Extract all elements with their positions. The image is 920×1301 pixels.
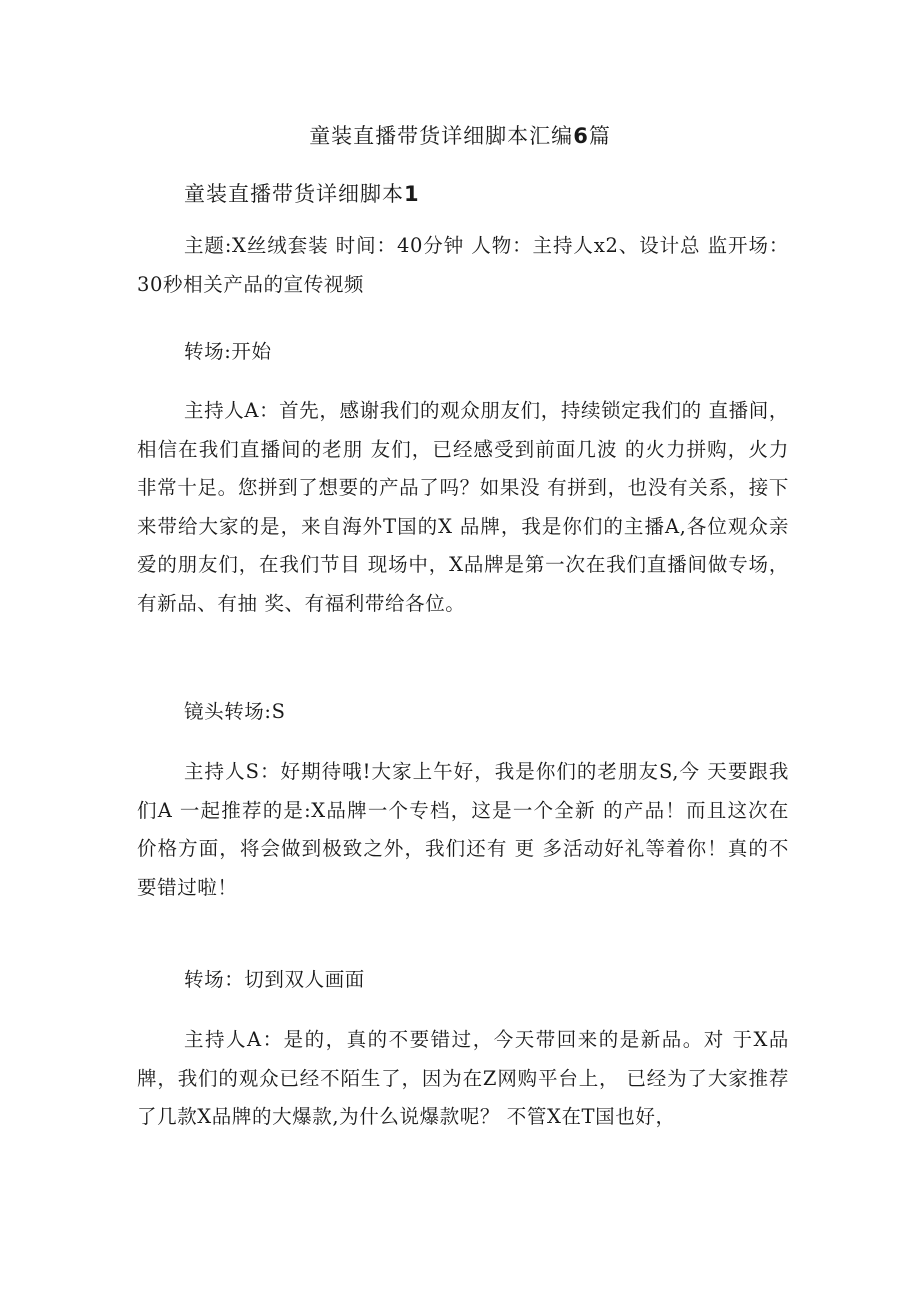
section-heading-number: 1	[404, 182, 420, 206]
paragraph-transition-start: 转场:开始	[184, 340, 272, 363]
title-number: 6	[573, 124, 589, 148]
paragraph-host-a-opening: 主持人A：首先，感谢我们的观众朋友们，持续锁定我们的 直播间，相信在我们直播间的老朋 友们，已经感受到前面几波 的火力拼购，火力非常十足。您拼到了想要的产品了吗？如果没 有拼到，也没有关系，接下来带给大家的是，来自海外T国的X 品牌，我是你们的主播A,各位观众亲爱的朋友们，在我们节目 现场中，X品牌是第一次在我们直播间做专场，有新品、有抽 奖、有福利带给各位。	[137, 399, 789, 615]
section-heading	[184, 176, 420, 212]
paragraph-camera-transition: 镜头转场:S	[184, 700, 286, 723]
title-suffix: 篇	[588, 124, 611, 148]
title-text: 童装直播带货详细脚本汇编	[309, 124, 574, 148]
paragraph-host-s: 主持人S：好期待哦!大家上午好，我是你们的老朋友S,今 天要跟我们A 一起推荐的是:X品牌一个专档，这是一个全新 的产品！而且这次在价格方面，将会做到极致之外，我们还有 更 多活动好礼等着你！真的不要错过啦！	[137, 760, 789, 899]
section-heading-text: 童装直播带货详细脚本	[184, 182, 404, 206]
paragraph-intro: 主题:X丝绒套装 时间：40分钟 人物：主持人x2、设计总 监开场：30秒相关产品的宣传视频	[137, 234, 789, 296]
document-title	[0, 118, 920, 154]
paragraph-transition-dual: 转场：切到双人画面	[184, 968, 365, 991]
paragraph-host-a-reply: 主持人A：是的，真的不要错过，今天带回来的是新品。对 于X品牌，我们的观众已经不陌生了，因为在Z网购平台上， 已经为了大家推荐了几款X品牌的大爆款,为什么说爆款呢？ 不管X在T国也好，	[137, 1028, 789, 1129]
